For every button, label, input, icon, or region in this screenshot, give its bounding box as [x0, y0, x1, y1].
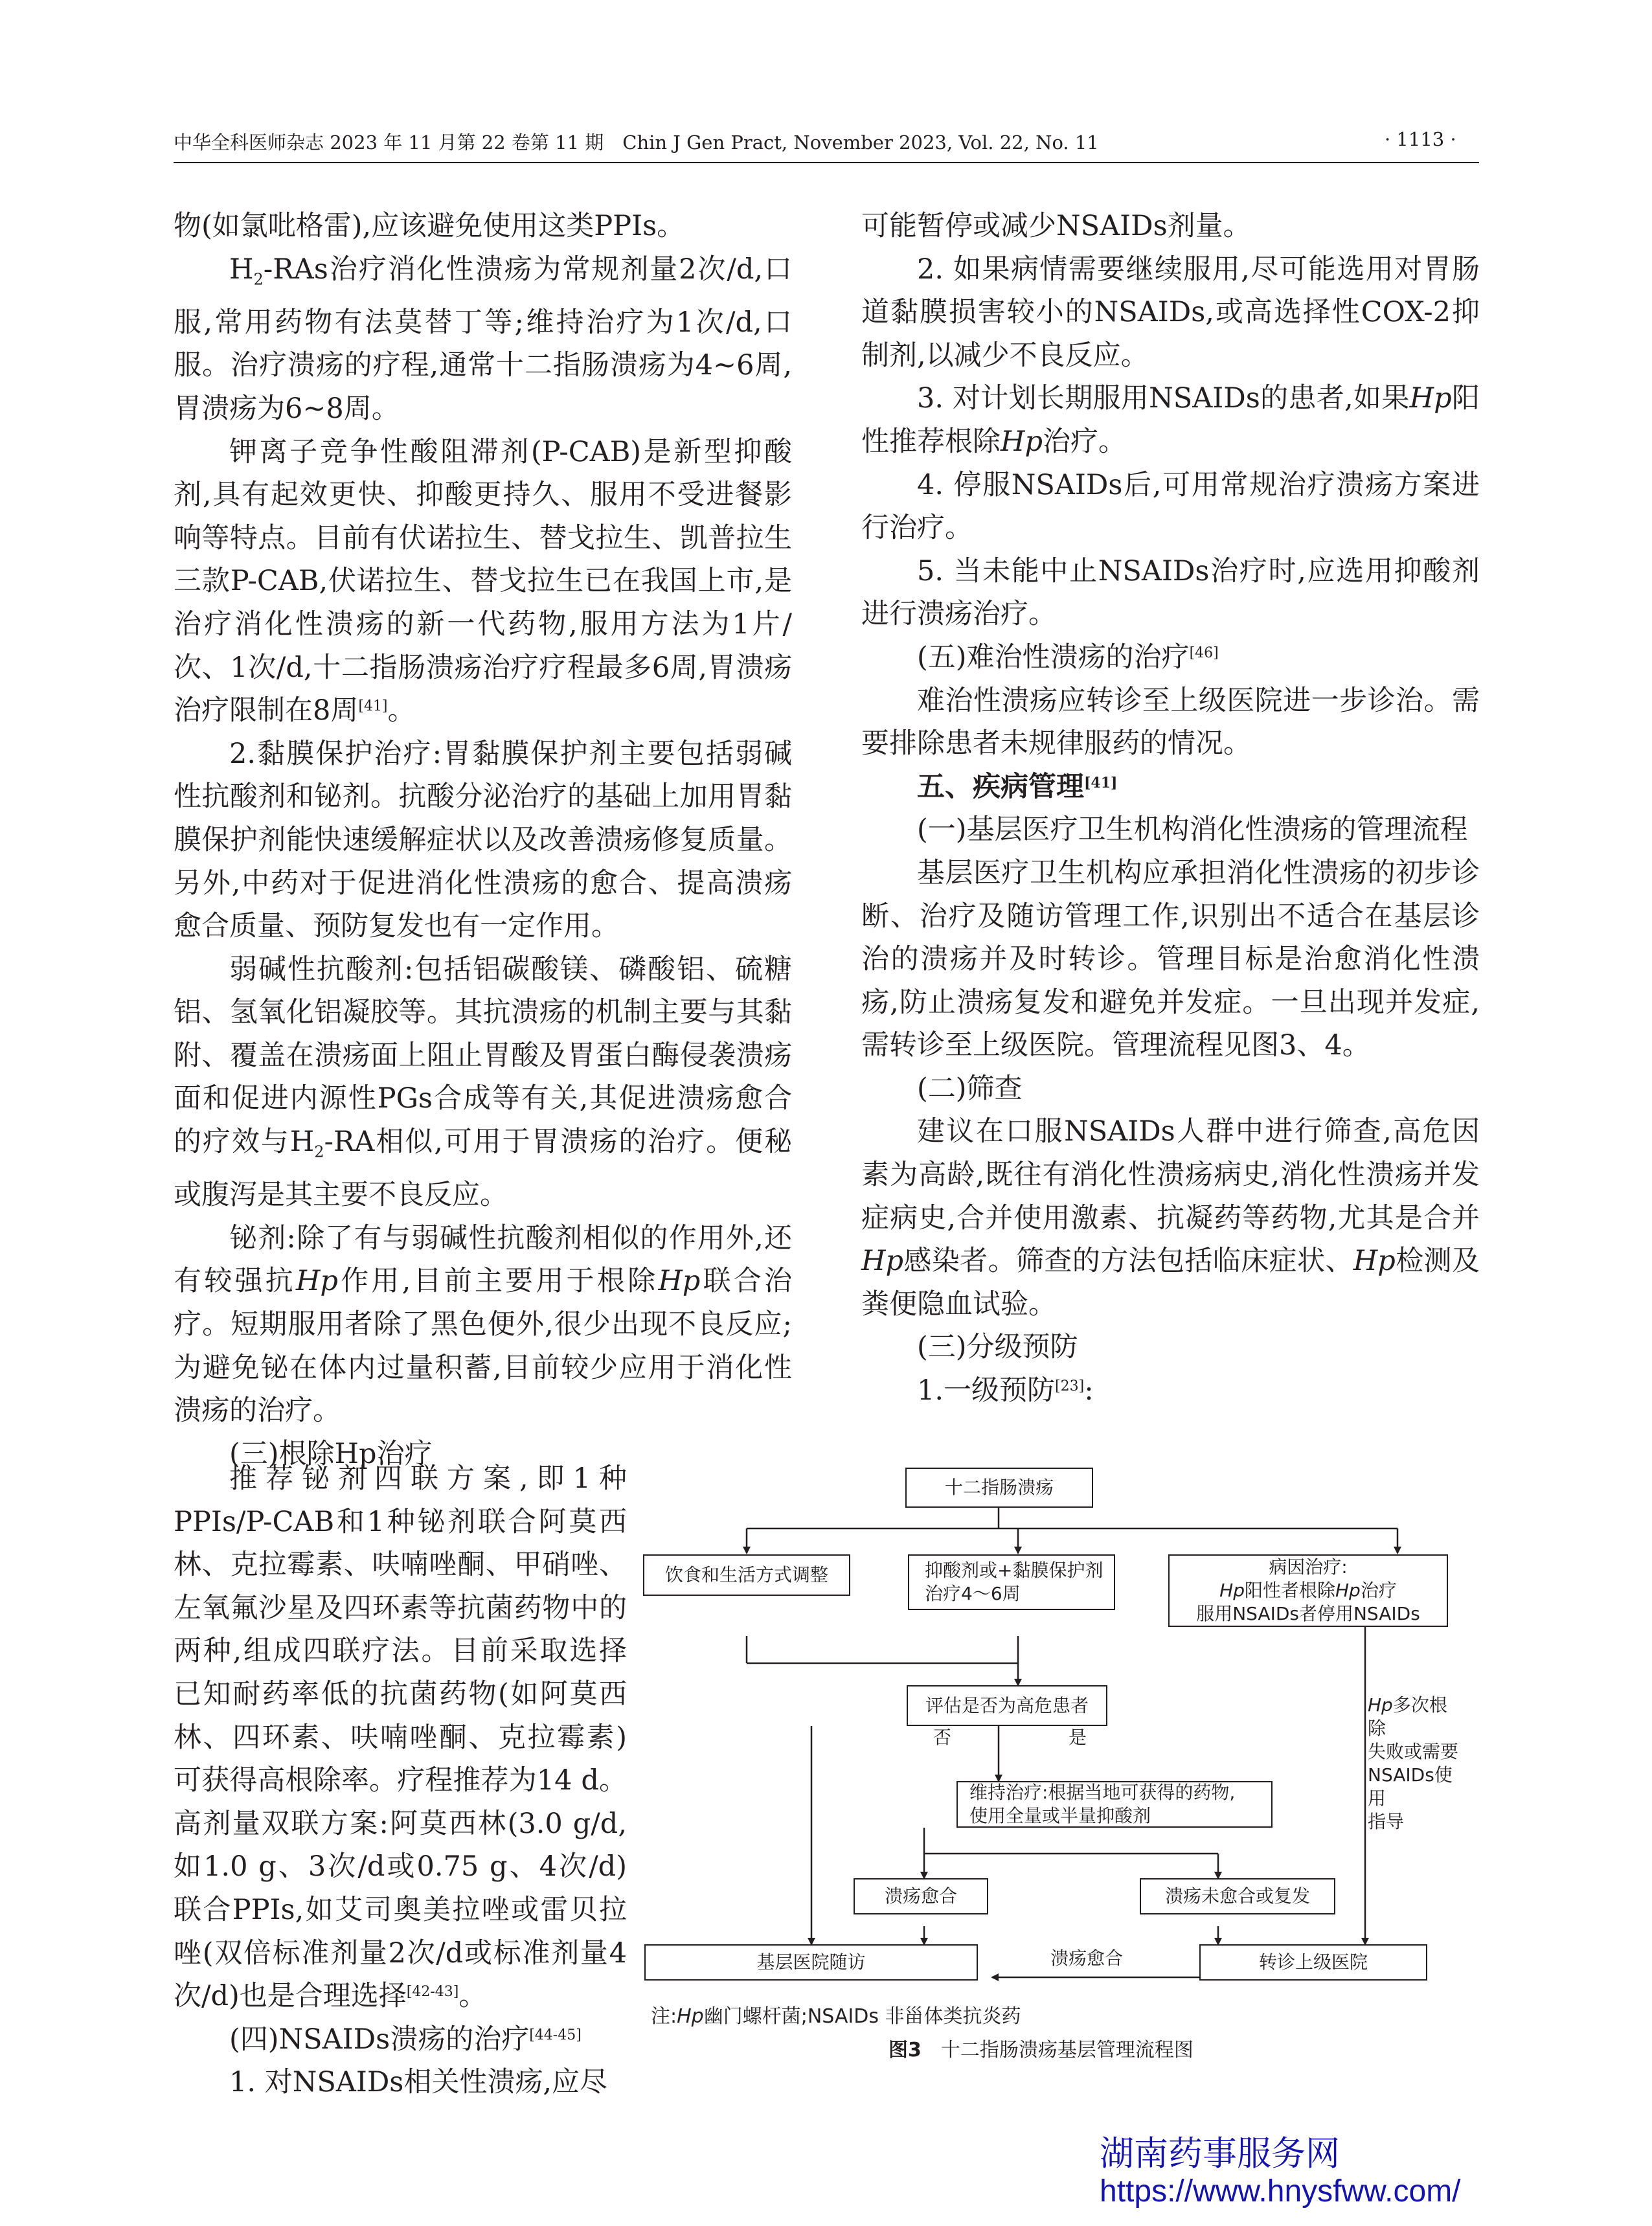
flow-box-ulcer-not-healed: 溃疡未愈合或复发	[1140, 1878, 1335, 1914]
flow-box-primary-followup: 基层医院随访	[644, 1944, 978, 1981]
flow-box-ulcer-healed: 溃疡愈合	[854, 1878, 988, 1914]
paragraph: 建议在口服NSAIDs人群中进行筛查,高危因素为高龄,既往有消化性溃疡病史,消化性溃疡并发症病史,合并使用激素、抗凝药等药物,尤其是合并Hp感染者。筛查的方法包括临床症状、Hp检测及粪便隐血试验。	[861, 1115, 1480, 1321]
flow-box-duodenal-ulcer: 十二指肠溃疡	[905, 1468, 1093, 1508]
paragraph: 可能暂停或减少NSAIDs剂量。	[861, 210, 1251, 242]
section-heading: (三)分级预防	[917, 1331, 1078, 1364]
section-heading: (二)筛查	[917, 1072, 1023, 1105]
flow-box-maintenance: 维持治疗:根据当地可获得的药物, 使用全量或半量抑酸剂	[956, 1781, 1273, 1828]
paragraph: 1. 对NSAIDs相关性溃疡,应尽	[229, 2066, 608, 2099]
paragraph: 4. 停服NSAIDs后,可用常规治疗溃疡方案进行治疗。	[861, 468, 1480, 545]
running-header: 中华全科医师杂志 2023 年 11 月第 22 卷第 11 期 Chin J Gen Pract, November 2023, Vol. 22, No. 11	[174, 131, 1099, 153]
flow-box-refer: 转诊上级医院	[1199, 1944, 1427, 1981]
flow-box-lifestyle: 饮食和生活方式调整	[643, 1554, 850, 1596]
paragraph: 3. 对计划长期服用NSAIDs的患者,如果Hp阳性推荐根除Hp治疗。	[861, 382, 1480, 458]
paragraph: 弱碱性抗酸剂:包括铝碳酸镁、磷酸铝、硫糖铝、氢氧化铝凝胶等。其抗溃疡的机制主要与其黏附、覆盖在溃疡面上阻止胃酸及胃蛋白酶侵袭溃疡面和促进内源性PGs合成等有关,其促进溃疡愈合的疗效与$H_2-RA$相似,可用于胃溃疡的治疗。便秘或腹泻是其主要不良反应。	[174, 953, 792, 1212]
flow-box-risk-assessment: 评估是否为高危患者	[907, 1685, 1107, 1726]
citation[interactable]: [41]	[358, 698, 388, 715]
watermark-url[interactable]: https://www.hnysfww.com/	[1100, 2174, 1461, 2209]
section-heading: (四)NSAIDs溃疡的治疗[44-45]	[229, 2023, 582, 2056]
citation[interactable]: [41]	[1084, 774, 1118, 791]
section-heading: (一)基层医疗卫生机构消化性溃疡的管理流程	[917, 813, 1468, 846]
flow-label-yes: 是	[1069, 1727, 1087, 1748]
paragraph: 难治性溃疡应转诊至上级医院进一步诊治。需要排除患者未规律服药的情况。	[861, 684, 1480, 760]
citation[interactable]: [46]	[1189, 644, 1219, 661]
paragraph: 2.黏膜保护治疗:胃黏膜保护剂主要包括弱碱性抗酸剂和铋剂。抗酸分泌治疗的基础上加用胃黏膜保护剂能快速缓解症状以及改善溃疡修复质量。另外,中药对于促进消化性溃疡的愈合、提高溃疡愈合质量、预防复发也有一定作用。	[174, 737, 792, 943]
paragraph: 推荐铋剂四联方案,即1种PPIs/P-CAB和1种铋剂联合阿莫西林、克拉霉素、呋喃唑酮、甲硝唑、左氧氟沙星及四环素等抗菌药物中的两种,组成四联疗法。目前采取选择已知耐药率低的抗菌药物(如阿莫西林、四环素、呋喃唑酮、克拉霉素)可获得高根除率。疗程推荐为14 d。高剂量双联方案:阿莫西林(3.0 g/d,如1.0 g、3次/d或0.75 g、4次/d)联合PPIs,如艾司奥美拉唑或雷贝拉唑(双倍标准剂量2次/d或标准剂量4次/d)也是合理选择[42-43]。	[174, 1462, 627, 2013]
citation[interactable]: [42-43]	[406, 1984, 459, 2001]
paragraph: 基层医疗卫生机构应承担消化性溃疡的初步诊断、治疗及随访管理工作,识别出不适合在基层诊治的溃疡并及时转诊。管理目标是治愈消化性溃疡,防止溃疡复发和避免并发症。一旦出现并发症,需转诊至上级医院。管理流程见图3、4。	[861, 856, 1480, 1062]
citation[interactable]: [23]	[1055, 1378, 1085, 1395]
watermark-title: 湖南药事服务网	[1100, 2135, 1340, 2173]
flow-label-no: 否	[933, 1727, 952, 1748]
flow-box-acid-suppression: 抑酸剂或+黏膜保护剂 治疗4～6周	[908, 1554, 1115, 1610]
flow-box-etiology-treatment: 病因治疗: Hp阳性者根除Hp治疗 服用NSAIDs者停用NSAIDs	[1168, 1554, 1448, 1627]
figure-note: 注:Hp幽门螺杆菌;NSAIDs 非甾体类抗炎药	[651, 2005, 1021, 2028]
figure-caption: 图3 十二指肠溃疡基层管理流程图	[888, 2039, 1194, 2061]
page-number: · 1113 ·	[1385, 128, 1456, 150]
section-heading: 1.一级预防[23]:	[917, 1374, 1094, 1407]
paragraph: $H_2$-RAs治疗消化性溃疡为常规剂量2次/d,口服,常用药物有法莫替丁等;维持治疗为1次/d,口服。治疗溃疡的疗程,通常十二指肠溃疡为4~6周,胃溃疡为6~8周。	[174, 253, 792, 425]
flow-label-referral-reason: Hp多次根除 失败或需要 NSAIDs使用 指导	[1368, 1694, 1459, 1832]
flow-label-healed: 溃疡愈合	[1050, 1948, 1124, 1969]
section-heading: (五)难治性溃疡的治疗[46]	[917, 641, 1219, 674]
paragraph: 钾离子竞争性酸阻滞剂(P-CAB)是新型抑酸剂,具有起效更快、抑酸更持久、服用不受进餐影响等特点。目前有伏诺拉生、替戈拉生、凯普拉生三款P-CAB,伏诺拉生、替戈拉生已在我国上市,是治疗消化性溃疡的新一代药物,服用方法为1片/次、1次/d,十二指肠溃疡治疗疗程最多6周,胃溃疡治疗限制在8周[41]。	[174, 435, 792, 727]
section-heading: (三)根除Hp治疗	[229, 1437, 433, 1470]
paragraph: 物(如氯吡格雷),应该避免使用这类PPIs。	[174, 210, 685, 242]
paragraph: 2. 如果病情需要继续服用,尽可能选用对胃肠道黏膜损害较小的NSAIDs,或高选择性COX-2抑制剂,以减少不良反应。	[861, 253, 1480, 372]
citation[interactable]: [44-45]	[529, 2027, 582, 2043]
section-heading: 五、疾病管理[41]	[917, 770, 1118, 803]
paragraph: 5. 当未能中止NSAIDs治疗时,应选用抑酸剂进行溃疡治疗。	[861, 554, 1480, 631]
paragraph: 铋剂:除了有与弱碱性抗酸剂相似的作用外,还有较强抗Hp作用,目前主要用于根除Hp联合治疗。短期服用者除了黑色便外,很少出现不良反应;为避免铋在体内过量积蓄,目前较少应用于消化性溃疡的治疗。	[174, 1221, 793, 1427]
